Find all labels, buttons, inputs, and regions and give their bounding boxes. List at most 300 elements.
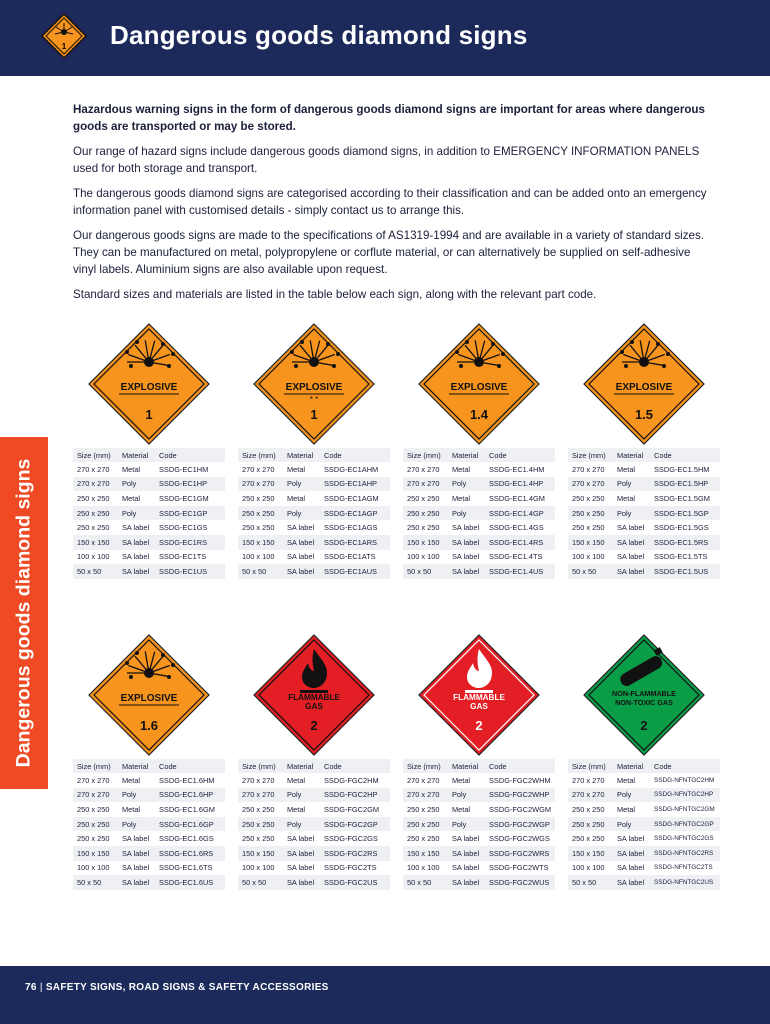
material-cell: SA label [448,846,485,861]
sign-class-name-1: EXPLOSIVE [120,382,178,393]
size-cell: 250 x 250 [568,506,613,521]
table-header-row [238,448,390,462]
sign-class-name-3: EXPLOSIVE [450,382,508,393]
size-cell: 150 x 150 [403,535,448,550]
table-row [403,462,555,477]
table-row [73,506,225,521]
material-cell: SA label [287,523,315,533]
size-cell: 250 x 250 [242,493,275,503]
material-cell: Poly [613,477,650,492]
code-cell: SSDG-EC1.6GP [155,817,225,832]
size-cell: 250 x 250 [572,804,605,814]
table-header-row [73,448,225,462]
material-cell: SA label [613,564,650,579]
size-cell: 150 x 150 [73,846,118,861]
column-header-code: Code [650,759,720,773]
column-header-material: Material [283,448,320,462]
size-cell: 270 x 270 [242,775,275,785]
table-row [73,831,225,846]
intro-paragraph-4: Standard sizes and materials are listed in the table below each sign, along with the relevant part code. [73,288,597,301]
hazard-diamond-sign-3 [417,322,541,446]
code-cell: SSDG-EC1.5HP [650,477,720,492]
material-cell: Poly [118,506,155,521]
code-cell: SSDG-NFNTGC2HP [650,788,720,803]
code-cell: SSDG-FGC2TS [324,863,377,873]
material-cell: Metal [287,493,306,503]
material-cell: SA label [617,552,645,562]
table-header-row [403,448,555,462]
size-cell: 250 x 250 [407,523,440,533]
size-cell: 270 x 270 [572,464,605,474]
size-cell: 250 x 250 [242,523,275,533]
page-number: 76 [25,982,37,993]
size-cell: 270 x 270 [238,788,283,803]
table-header-row [403,759,555,773]
table-header-row [568,448,720,462]
column-header-code: Code [650,448,720,462]
material-cell: Metal [287,775,306,785]
material-cell: SA label [613,875,650,890]
sign-class-name-4: EXPLOSIVE [615,382,673,393]
sign-class-name-line2-7: GAS [470,702,488,711]
material-cell: SA label [452,834,480,844]
material-cell: SA label [617,863,645,873]
table-row [403,550,555,565]
size-cell: 250 x 250 [77,804,110,814]
size-cell: 250 x 250 [403,817,448,832]
table-row [238,462,390,477]
hazard-diamond-sign-7 [417,633,541,757]
size-cell: 250 x 250 [407,493,440,503]
size-cell: 150 x 150 [238,535,283,550]
material-cell: SA label [617,834,645,844]
code-cell: SSDG-NFNTGC2GM [654,805,715,813]
sign-class-name-8: NON-FLAMMABLE [612,689,676,698]
code-cell: SSDG-EC1.5TS [654,552,708,562]
material-cell: SA label [613,846,650,861]
code-cell: SSDG-EC1.4GS [489,523,544,533]
material-cell: Metal [617,493,636,503]
table-row [73,875,225,890]
code-cell: SSDG-EC1.5US [650,564,720,579]
column-header-size: Size (mm) [403,759,448,773]
material-cell: SA label [283,535,320,550]
sign-class-number-5: 1.6 [139,718,159,733]
table-row [403,773,555,788]
table-row [568,564,720,579]
size-cell: 250 x 250 [572,493,605,503]
column-header-code: Code [320,759,390,773]
size-cell: 250 x 250 [403,506,448,521]
table-row [73,550,225,565]
material-cell: Poly [283,788,320,803]
product-code-table [568,448,720,579]
table-row [73,491,225,506]
code-cell: SSDG-EC1US [155,564,225,579]
size-cell: 50 x 50 [73,875,118,890]
size-cell: 270 x 270 [568,788,613,803]
code-cell: SSDG-EC1.6GM [159,804,215,814]
table-row [238,802,390,817]
material-cell: Metal [617,775,636,785]
table-row [403,831,555,846]
table-row [238,477,390,492]
size-cell: 50 x 50 [403,564,448,579]
column-header-material: Material [613,448,650,462]
material-cell: Poly [448,817,485,832]
table-row [568,817,720,832]
material-cell: Poly [448,788,485,803]
sign-class-name-line2-8: NON-TOXIC GAS [615,698,673,707]
size-cell: 150 x 150 [403,846,448,861]
size-cell: 150 x 150 [568,535,613,550]
code-cell: SSDG-FGC2WHP [485,788,555,803]
page-footer [0,966,770,1024]
size-cell: 270 x 270 [73,477,118,492]
material-cell: Metal [122,493,141,503]
material-cell: SA label [287,834,315,844]
code-cell: SSDG-EC1.6US [155,875,225,890]
footer-separator: | [39,982,43,993]
table-row [403,788,555,803]
sign-class-number-2: 1 [310,407,318,422]
sign-class-name-7: FLAMMABLE [453,693,505,702]
table-row [238,564,390,579]
column-header-material: Material [448,759,485,773]
table-row [403,861,555,876]
table-row [238,773,390,788]
table-row [403,802,555,817]
logo-number: 1 [61,42,67,51]
material-cell: Poly [283,477,320,492]
column-header-material: Material [118,759,155,773]
size-cell: 250 x 250 [238,506,283,521]
code-cell: SSDG-EC1AGS [324,523,378,533]
material-cell: Metal [287,464,306,474]
material-cell: SA label [617,523,645,533]
column-header-size: Size (mm) [238,759,283,773]
table-row [568,861,720,876]
size-cell: 100 x 100 [77,552,110,562]
size-cell: 50 x 50 [568,564,613,579]
table-row [73,817,225,832]
size-cell: 270 x 270 [407,464,440,474]
code-cell: SSDG-FGC2WGP [485,817,555,832]
footer-section: SAFETY SIGNS, ROAD SIGNS & SAFETY ACCESSORIES [45,982,329,993]
size-cell: 100 x 100 [407,863,440,873]
code-cell: SSDG-EC1GP [155,506,225,521]
code-cell: SSDG-EC1TS [159,552,207,562]
column-header-code: Code [155,759,225,773]
code-cell: SSDG-EC1.5GM [654,493,710,503]
code-cell: SSDG-EC1AHM [324,464,379,474]
code-cell: SSDG-FGC2WGM [489,804,551,814]
sign-class-number-3: 1.4 [469,407,489,422]
product-card-3 [403,322,555,576]
material-cell: Poly [283,506,320,521]
size-cell: 270 x 270 [242,464,275,474]
table-row [73,861,225,876]
table-row [73,802,225,817]
code-cell: SSDG-EC1.5RS [650,535,720,550]
code-cell: SSDG-EC1RS [155,535,225,550]
table-row [403,564,555,579]
material-cell: SA label [613,535,650,550]
size-cell: 250 x 250 [242,834,275,844]
size-cell: 100 x 100 [77,863,110,873]
size-cell: 270 x 270 [238,477,283,492]
table-row [403,520,555,535]
table-row [238,831,390,846]
table-header-row [568,759,720,773]
code-cell: SSDG-EC1GS [159,523,208,533]
column-header-material: Material [448,448,485,462]
size-cell: 50 x 50 [238,875,283,890]
table-row [403,477,555,492]
size-cell: 270 x 270 [572,775,605,785]
material-cell: Poly [118,788,155,803]
code-cell: SSDG-NFNTGC2GP [650,817,720,832]
code-cell: SSDG-EC1HP [155,477,225,492]
material-cell: SA label [122,552,150,562]
material-cell: Metal [617,804,636,814]
code-cell: SSDG-FGC2US [320,875,390,890]
size-cell: 250 x 250 [572,523,605,533]
table-row [568,535,720,550]
table-row [403,846,555,861]
table-row [568,788,720,803]
code-cell: SSDG-FGC2HP [320,788,390,803]
material-cell: Poly [283,817,320,832]
sign-class-name-line2-6: GAS [305,702,323,711]
size-cell: 100 x 100 [572,863,605,873]
table-row [73,462,225,477]
explosive-diamond-logo [40,12,88,60]
size-cell: 150 x 150 [568,846,613,861]
product-card-7 [403,633,555,887]
material-cell: Metal [452,493,471,503]
column-header-material: Material [118,448,155,462]
material-cell: SA label [122,863,150,873]
table-row [73,520,225,535]
code-cell: SSDG-EC1.6RS [155,846,225,861]
size-cell: 100 x 100 [242,863,275,873]
code-cell: SSDG-EC1.4HP [485,477,555,492]
column-header-code: Code [320,448,390,462]
column-header-size: Size (mm) [73,448,118,462]
material-cell: Metal [122,804,141,814]
hazard-diamond-sign-1 [87,322,211,446]
table-row [73,477,225,492]
product-card-2 [238,322,390,576]
sign-compat-stars-2: * * [309,395,319,404]
material-cell: SA label [452,552,480,562]
size-cell: 250 x 250 [73,506,118,521]
table-header-row [73,759,225,773]
table-header-row [238,759,390,773]
sign-class-number-6: 2 [310,718,318,733]
table-row [403,817,555,832]
material-cell: SA label [283,875,320,890]
code-cell: SSDG-EC1.5HM [654,464,710,474]
material-cell: Poly [613,506,650,521]
table-row [73,788,225,803]
code-cell: SSDG-FGC2WRS [485,846,555,861]
code-cell: SSDG-EC1.5GP [650,506,720,521]
size-cell: 270 x 270 [403,477,448,492]
intro-paragraph-2: The dangerous goods diamond signs are categorised according to their classification and can be added onto an emergency information panel with customised details - simply contact us to arrange this. [73,187,707,217]
table-row [568,802,720,817]
sign-class-name-2: EXPLOSIVE [285,382,343,393]
table-row [238,520,390,535]
code-cell: SSDG-FGC2WUS [485,875,555,890]
sign-class-number-7: 2 [475,718,483,733]
material-cell: SA label [452,863,480,873]
table-row [73,535,225,550]
code-cell: SSDG-FGC2HM [324,775,379,785]
material-cell: SA label [448,535,485,550]
code-cell: SSDG-EC1AUS [320,564,390,579]
size-cell: 50 x 50 [73,564,118,579]
material-cell: Metal [617,464,636,474]
size-cell: 250 x 250 [242,804,275,814]
material-cell: Poly [613,788,650,803]
material-cell: SA label [283,564,320,579]
page-title: Dangerous goods diamond signs [110,20,528,50]
material-cell: SA label [283,846,320,861]
code-cell: SSDG-FGC2GM [324,804,380,814]
product-code-table [238,759,390,890]
material-cell: Metal [122,464,141,474]
table-row [238,788,390,803]
material-cell: Metal [452,464,471,474]
size-cell: 100 x 100 [242,552,275,562]
code-cell: SSDG-NFNTGC2HM [654,776,715,784]
table-row [238,535,390,550]
code-cell: SSDG-EC1.4GP [485,506,555,521]
sign-class-name-6: FLAMMABLE [288,693,340,702]
material-cell: Metal [122,775,141,785]
table-row [568,491,720,506]
product-card-1 [73,322,225,576]
size-cell: 270 x 270 [403,788,448,803]
size-cell: 250 x 250 [572,834,605,844]
code-cell: SSDG-FGC2GP [320,817,390,832]
intro-paragraph-3: Our dangerous goods signs are made to the specifications of AS1319-1994 and are available in a variety of standard sizes. They can be manufactured on metal, polypropylene or corflute material, or can alternatively be supplied on self-adhesive vinyl labels. Aluminium signs are also available upon request. [73,229,704,276]
section-side-tab [0,437,48,789]
code-cell: SSDG-EC1ATS [324,552,376,562]
column-header-size: Size (mm) [73,759,118,773]
size-cell: 270 x 270 [407,775,440,785]
size-cell: 250 x 250 [238,817,283,832]
code-cell: SSDG-EC1.6HM [159,775,215,785]
sign-class-name-5: EXPLOSIVE [120,693,178,704]
table-row [568,550,720,565]
material-cell: SA label [118,564,155,579]
code-cell: SSDG-EC1.5GS [654,523,709,533]
size-cell: 270 x 270 [77,775,110,785]
code-cell: SSDG-EC1.6GS [159,834,214,844]
size-cell: 50 x 50 [403,875,448,890]
code-cell: SSDG-FGC2WTS [489,863,549,873]
code-cell: SSDG-EC1ARS [320,535,390,550]
size-cell: 250 x 250 [407,834,440,844]
table-row [568,875,720,890]
size-cell: 250 x 250 [407,804,440,814]
intro-lead: Hazardous warning signs in the form of dangerous goods diamond signs are important for areas where dangerous goods are transported or may be stored. [73,103,705,133]
column-header-code: Code [155,448,225,462]
code-cell: SSDG-EC1.6HP [155,788,225,803]
code-cell: SSDG-EC1.6TS [159,863,213,873]
table-row [238,875,390,890]
sign-class-number-4: 1.5 [634,407,654,422]
product-card-5 [73,633,225,887]
size-cell: 250 x 250 [73,817,118,832]
table-row [568,773,720,788]
table-row [403,506,555,521]
code-cell: SSDG-EC1.4RS [485,535,555,550]
material-cell: Poly [118,477,155,492]
table-row [238,817,390,832]
code-cell: SSDG-EC1AGP [320,506,390,521]
table-row [238,491,390,506]
product-code-table [403,759,555,890]
size-cell: 250 x 250 [77,493,110,503]
table-row [568,506,720,521]
table-row [568,846,720,861]
size-cell: 250 x 250 [77,834,110,844]
product-card-6 [238,633,390,887]
intro-paragraph-1: Our range of hazard signs include dangerous goods diamond signs, in addition to EMERGENCY INFORMATION PANELS used for both storage and transport. [73,145,700,175]
code-cell: SSDG-EC1AGM [324,493,379,503]
size-cell: 270 x 270 [77,464,110,474]
size-cell: 100 x 100 [407,552,440,562]
product-code-table [73,759,225,890]
column-header-code: Code [485,448,555,462]
material-cell: Poly [613,817,650,832]
table-row [73,773,225,788]
product-code-table [568,759,720,890]
sign-class-number-1: 1 [145,407,153,422]
column-header-material: Material [613,759,650,773]
table-row [238,550,390,565]
material-cell: SA label [287,863,315,873]
hazard-diamond-sign-4 [582,322,706,446]
size-cell: 270 x 270 [568,477,613,492]
product-code-table [238,448,390,579]
code-cell: SSDG-NFNTGC2GS [654,835,714,843]
material-cell: SA label [118,535,155,550]
table-row [568,520,720,535]
size-cell: 250 x 250 [77,523,110,533]
material-cell: SA label [287,552,315,562]
product-code-table [73,448,225,579]
table-row [238,861,390,876]
size-cell: 150 x 150 [73,535,118,550]
product-card-8 [568,633,720,887]
table-row [238,506,390,521]
material-cell: SA label [448,564,485,579]
size-cell: 270 x 270 [73,788,118,803]
hazard-diamond-sign-5 [87,633,211,757]
product-card-4 [568,322,720,576]
material-cell: Poly [448,506,485,521]
sign-class-number-8: 2 [640,718,648,733]
code-cell: SSDG-NFNTGC2TS [654,864,713,872]
material-cell: Metal [452,804,471,814]
footer-text [25,982,329,993]
material-cell: Metal [287,804,306,814]
